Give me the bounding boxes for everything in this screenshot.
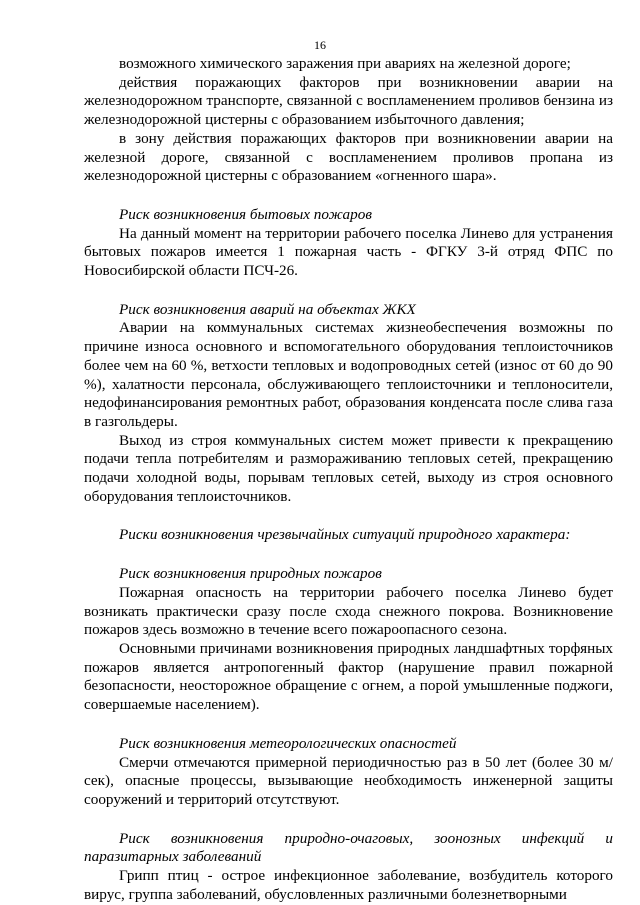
paragraph-spacer xyxy=(84,715,613,735)
paragraph-spacer xyxy=(84,545,613,565)
body-paragraph: действия поражающих факторов при возникновении аварии на железнодорожном транспорте, связанной с воспламенением проливов бензина из железнодорожной цистерны с образованием избыточного давления; xyxy=(84,73,613,129)
body-paragraph: Выход из строя коммунальных систем может привести к прекращению подачи тепла потребителям и размораживанию тепловых сетей, прекращению подачи холодной воды, порывам тепловых сетей, выходу из строя основного оборудования теплоисточников. xyxy=(84,431,613,505)
body-paragraph: Пожарная опасность на территории рабочего поселка Линево будет возникать практически сразу после схода снежного покрова. Возникновение пожаров здесь возможно в течение всего пожароопасного сезона. xyxy=(84,583,613,639)
section-heading: Риск возникновения метеорологических опасностей xyxy=(119,734,457,752)
section-heading: Риск возникновения бытовых пожаров xyxy=(119,205,372,223)
body-paragraph: На данный момент на территории рабочего поселка Линево для устранения бытовых пожаров имеется 1 пожарная часть - ФГКУ 3-й отряд ФПС по Новосибирской области ПСЧ-26. xyxy=(84,224,613,280)
body-paragraph: Смерчи отмечаются примерной периодичностью раз в 50 лет (более 30 м/сек), опасные процессы, вызывающие необходимость инженерной защиты сооружений и территорий отсутствуют. xyxy=(84,753,613,808)
body-paragraph: Основными причинами возникновения природных ландшафтных торфяных пожаров является антропогенный фактор (нарушение правил пожарной безопасности, неосторожное обращение с огнем, а порой умышленные поджоги, совершаемые населением). xyxy=(84,639,613,714)
paragraph-spacer xyxy=(84,186,613,206)
section-heading: Риски возникновения чрезвычайных ситуаций природного характера: xyxy=(119,526,571,544)
section-heading: Риск возникновения природных пожаров xyxy=(119,565,382,583)
body-paragraph: возможного химического заражения при авариях на железной дороге; xyxy=(119,55,571,72)
section-heading: Риск возникновения аварий на объектах ЖКХ xyxy=(119,300,416,318)
paragraph-spacer xyxy=(84,506,613,526)
page-number: 16 xyxy=(314,38,326,52)
body-paragraph: в зону действия поражающих факторов при возникновении аварии на железной дороге, связанной с воспламенением проливов пропана из железнодорожной цистерны с образованием «огненного шара». xyxy=(84,129,613,185)
paragraph-spacer xyxy=(84,810,613,830)
document-body xyxy=(84,55,613,904)
body-paragraph: Аварии на коммунальных системах жизнеобеспечения возможны по причине износа основного и вспомогательного оборудования теплоисточников более чем на 60 %, ветхости тепловых и водопроводных сетей (износ от 60 до 90 %), халатности персонала, обслуживающего теплоисточники и теплоносители, недофинансирования ремонтных работ, образования конденсата после слива газа в газгольдеры. xyxy=(84,319,613,430)
paragraph-spacer xyxy=(84,281,613,301)
section-heading: Риск возникновения природно-очаговых, зоонозных инфекций и паразитарных заболеваний xyxy=(84,829,613,866)
body-paragraph: Грипп птиц - острое инфекционное заболевание, возбудитель которого вирус, группа заболеваний, обусловленных различными болезнетворными xyxy=(84,867,613,903)
